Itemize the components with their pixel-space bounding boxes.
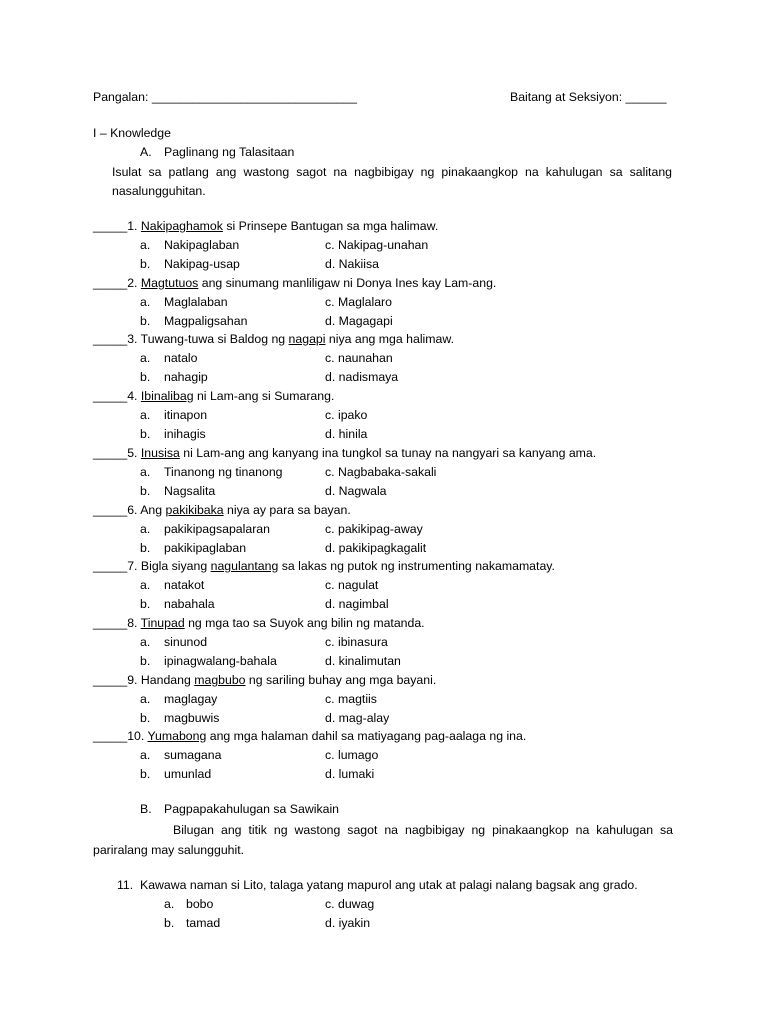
choice-b-letter[interactable]: b. [140,654,151,668]
choice-b-letter[interactable]: b. [140,257,151,271]
choice-d[interactable]: d. pakikipagkagalit [325,541,427,555]
choice-c[interactable]: c. lumago [325,748,379,762]
question-line [93,218,438,234]
underlined-word: nagulantang [210,559,279,573]
name-field [93,89,357,105]
question-text-post: ang sinumang manliligaw ni Donya Ines kay Lam-ang. [198,276,497,290]
item-11-choice-a[interactable]: bobo [186,897,214,911]
grade-label: Baitang at Seksiyon: [510,90,623,104]
choice-d[interactable]: d. mag-alay [325,711,390,725]
grade-section-field [510,89,667,105]
underlined-word: pakikibaka [165,503,224,517]
answer-blank[interactable]: _____ [93,219,128,233]
choice-a[interactable]: natakot [164,578,205,592]
choice-a[interactable]: Nakipaglaban [164,238,240,252]
section-a-title: Paglinang ng Talasitaan [164,145,295,159]
underlined-word: Tinupad [140,616,185,630]
question-line [93,728,526,744]
choice-b-letter[interactable]: b. [140,767,151,781]
choice-d[interactable]: d. hinila [325,427,368,441]
choice-d[interactable]: d. nagimbal [325,597,389,611]
choice-c[interactable]: c. pakikipag-away [325,522,423,536]
choice-a-letter[interactable]: a. [140,692,151,706]
choice-c[interactable]: c. magtiis [325,692,377,706]
choice-a-letter[interactable]: a. [140,522,151,536]
question-number: 8. [127,616,138,630]
choice-d[interactable]: d. Magagapi [325,314,393,328]
choice-b[interactable]: nabahala [164,597,215,611]
choice-a[interactable]: sumagana [164,748,222,762]
underlined-word: magbubo [194,673,246,687]
choice-b[interactable]: inihagis [164,427,206,441]
choice-b-letter[interactable]: b. [140,711,151,725]
choice-c[interactable]: c. ipako [325,408,368,422]
choice-b[interactable]: umunlad [164,767,212,781]
choice-b[interactable]: nahagip [164,370,208,384]
choice-b-letter[interactable]: b. [140,370,151,384]
choice-c[interactable]: c. Maglalaro [325,295,392,309]
question-line [93,615,425,631]
question-number: 10. [127,729,145,743]
question-text-pre: Ang [140,503,166,517]
choice-c[interactable]: c. Nakipag-unahan [325,238,429,252]
item-11-choice-a-letter[interactable]: a. [164,897,175,911]
choice-b-letter[interactable]: b. [140,484,151,498]
answer-blank[interactable]: _____ [93,729,128,743]
item-11-choice-d[interactable]: d. iyakin [325,916,371,930]
grade-blank[interactable]: ______ [625,90,667,104]
question-number: 1. [127,219,138,233]
question-line [93,672,436,688]
choice-a-letter[interactable]: a. [140,748,151,762]
question-number: 9. [127,673,138,687]
item-11-choice-b-letter[interactable]: b. [164,916,175,930]
underlined-word: Magtutuos [140,276,199,290]
question-text-post: niya ang mga halimaw. [325,332,454,346]
choice-a[interactable]: Maglalaban [164,295,228,309]
answer-blank[interactable]: _____ [93,559,128,573]
choice-a-letter[interactable]: a. [140,635,151,649]
choice-a-letter[interactable]: a. [140,295,151,309]
choice-d[interactable]: d. nadismaya [325,370,399,384]
name-blank[interactable]: ______________________________ [151,90,357,104]
question-text-post: ni Lam-ang si Sumarang. [193,389,335,403]
question-number: 2. [127,276,138,290]
choice-c[interactable]: c. Nagbabaka-sakali [325,465,437,479]
choice-b[interactable]: Nakipag-usap [164,257,240,271]
answer-blank[interactable]: _____ [93,673,128,687]
choice-d[interactable]: d. lumaki [325,767,375,781]
answer-blank[interactable]: _____ [93,503,128,517]
name-label: Pangalan: [93,90,149,104]
question-line [93,502,351,518]
question-number: 3. [127,332,138,346]
question-text-pre: Handang [140,673,195,687]
question-line [93,558,555,574]
question-number: 6. [127,503,138,517]
choice-d[interactable]: d. Nagwala [325,484,387,498]
choice-a[interactable]: sinunod [164,635,208,649]
item-11-choice-c[interactable]: c. duwag [325,897,375,911]
underlined-word: Yumabong [147,729,207,743]
choice-b-letter[interactable]: b. [140,597,151,611]
question-line [93,388,334,404]
item-11-choice-b[interactable]: tamad [186,916,221,930]
underlined-word: Inusisa [140,446,180,460]
choice-c[interactable]: c. ibinasura [325,635,388,649]
question-number: 7. [127,559,138,573]
choice-a-letter[interactable]: a. [140,351,151,365]
choice-a-letter[interactable]: a. [140,408,151,422]
choice-b[interactable]: Nagsalita [164,484,216,498]
question-text-pre: Tuwang-tuwa si Baldog ng [140,332,289,346]
question-text-post: ng mga tao sa Suyok ang bilin ng matanda. [184,616,425,630]
choice-a[interactable]: maglagay [164,692,218,706]
underlined-word: Ibinalibag [140,389,194,403]
choice-a-letter[interactable]: a. [140,465,151,479]
choice-b-letter[interactable]: b. [140,541,151,555]
section-b-letter: B. [140,802,152,816]
choice-b-letter[interactable]: b. [140,427,151,441]
choice-a[interactable]: itinapon [164,408,208,422]
answer-blank[interactable]: _____ [93,616,128,630]
choice-d[interactable]: d. Nakiisa [325,257,379,271]
question-number: 5. [127,446,138,460]
choice-c[interactable]: c. nagulat [325,578,379,592]
section-b-instructions: Bilugan ang titik ng wastong sagot na nagbibigay ng pinakaangkop na kahulugan sa pariralang may salungguhit. [93,823,673,857]
underlined-word: nagapi [288,332,326,346]
question-line [93,445,596,461]
section-b-title: Pagpapakahulugan sa Sawikain [164,802,340,816]
question-text-post: niya ay para sa bayan. [223,503,351,517]
underlined-word: Nakipaghamok [140,219,223,233]
choice-a[interactable]: natalo [164,351,198,365]
answer-blank[interactable]: _____ [93,446,128,460]
question-text-pre: Bigla siyang [140,559,211,573]
question-number: 4. [127,389,138,403]
item-11-number: 11. [117,878,134,892]
answer-blank[interactable]: _____ [93,332,128,346]
choice-a[interactable]: pakikipagsapalaran [164,522,270,536]
section-a-instructions: Isulat sa patlang ang wastong sagot na nagbibigay ng pinakaangkop na kahulugan sa salitang nasalungguhitan. [112,165,672,198]
answer-blank[interactable]: _____ [93,276,128,290]
question-text-post: sa lakas ng putok ng instrumenting nakamamatay. [278,559,555,573]
question-text-post: ng sariling buhay ang mga bayani. [245,673,437,687]
section-a-letter: A. [140,145,152,159]
choice-a-letter[interactable]: a. [140,578,151,592]
choice-a-letter[interactable]: a. [140,238,151,252]
choice-b[interactable]: pakikipaglaban [164,541,247,555]
choice-b[interactable]: ipinagwalang-bahala [164,654,277,668]
answer-blank[interactable]: _____ [93,389,128,403]
choice-b-letter[interactable]: b. [140,314,151,328]
question-text-post: ang mga halaman dahil sa matiyagang pag-aalaga ng ina. [206,729,527,743]
choice-b[interactable]: Magpaligsahan [164,314,248,328]
question-line [93,331,454,347]
part-title: I – Knowledge [93,126,171,140]
choice-a[interactable]: Tinanong ng tinanong [164,465,283,479]
choice-b[interactable]: magbuwis [164,711,220,725]
question-text-post: si Prinsepe Bantugan sa mga halimaw. [222,219,439,233]
question-text-post: ni Lam-ang ang kanyang ina tungkol sa tunay na nangyari sa kanyang ama. [179,446,597,460]
item-11-text: Kawawa naman si Lito, talaga yatang mapurol ang utak at palagi nalang bagsak ang grado. [140,878,638,892]
choice-c[interactable]: c. naunahan [325,351,393,365]
choice-d[interactable]: d. kinalimutan [325,654,401,668]
question-line [93,275,496,291]
